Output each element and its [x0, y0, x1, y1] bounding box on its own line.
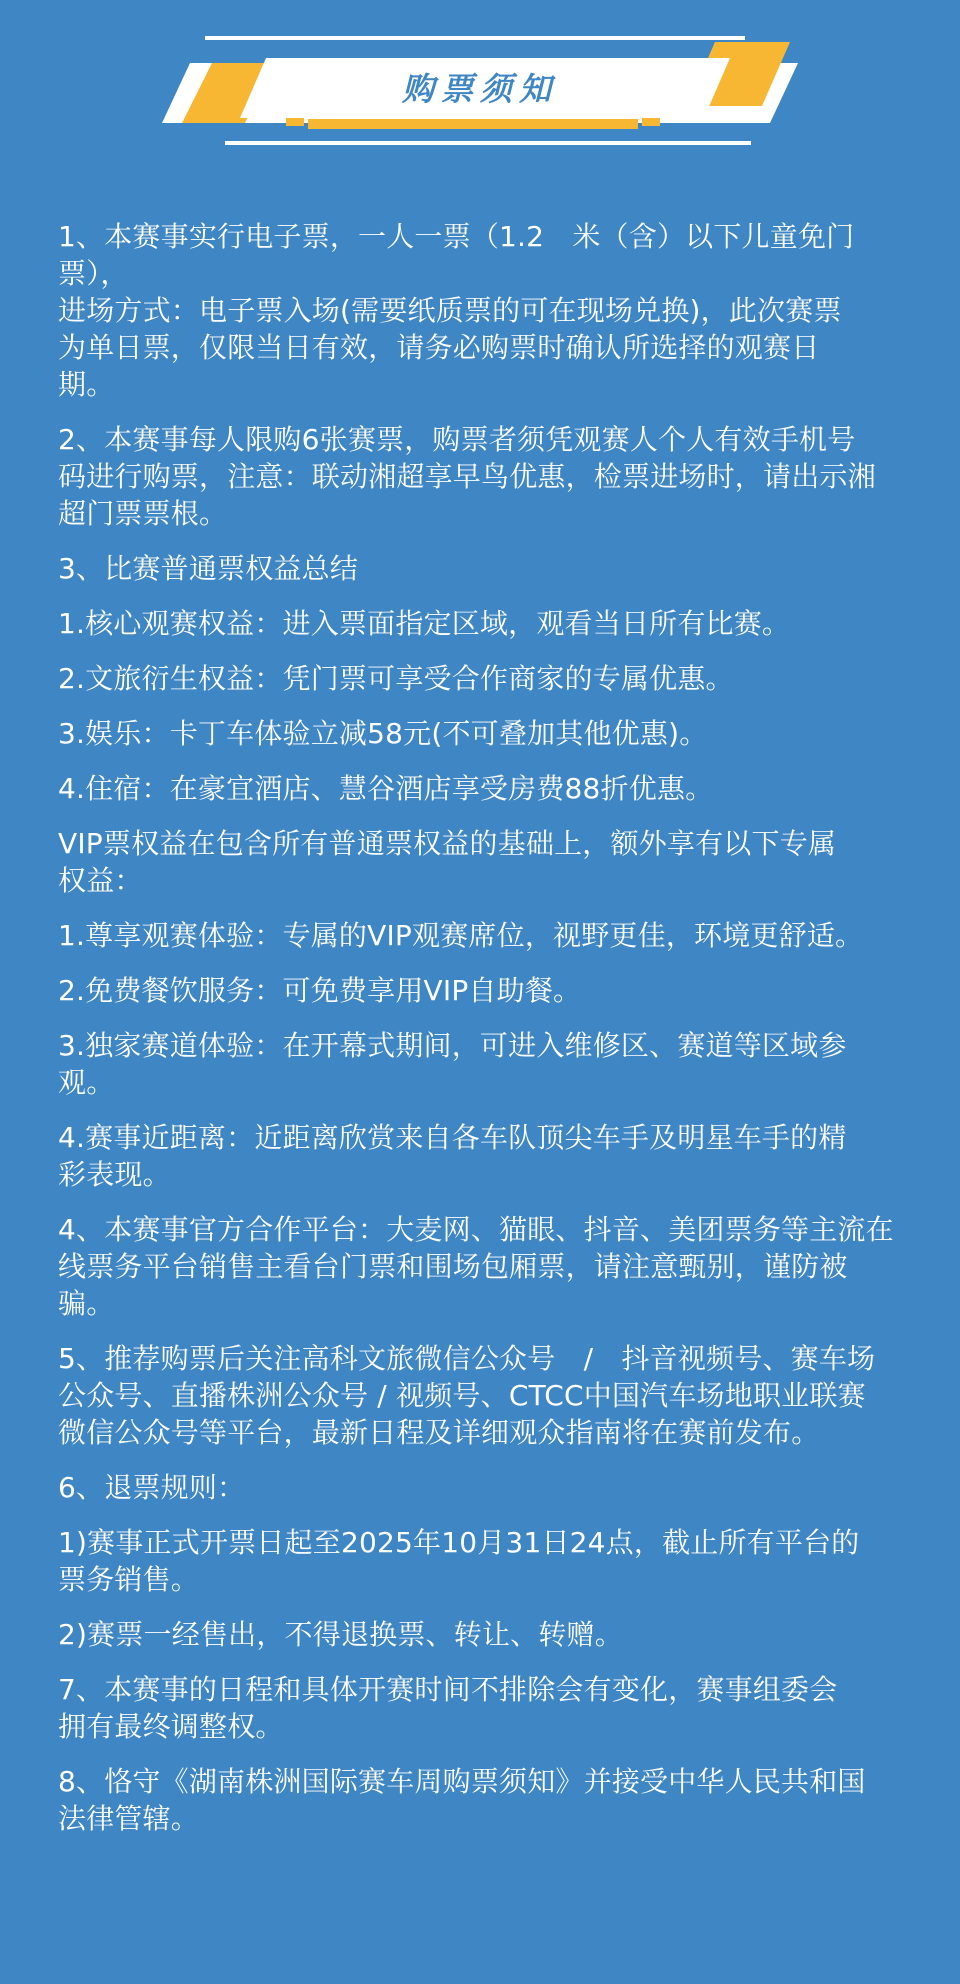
paragraph: VIP票权益在包含所有普通票权益的基础上，额外享有以下专属 权益：	[58, 827, 837, 897]
banner-top-line	[205, 36, 745, 40]
paragraph: 1.核心观赛权益：进入票面指定区域，观看当日所有比赛。	[58, 607, 791, 640]
paragraph: 2.文旅衍生权益：凭门票可享受合作商家的专属优惠。	[58, 662, 734, 695]
paragraph: 7、本赛事的日程和具体开赛时间不排除会有变化，赛事组委会 拥有最终调整权。	[58, 1673, 838, 1743]
paragraph: 3.娱乐：卡丁车体验立减58元(不可叠加其他优惠)。	[58, 717, 708, 750]
paragraph: 3.独家赛道体验：在开幕式期间，可进入维修区、赛道等区域参 观。	[58, 1029, 847, 1099]
paragraph: 4.赛事近距离：近距离欣赏来自各车队顶尖车手及明星车手的精 彩表现。	[58, 1121, 847, 1191]
paragraph: 1.尊享观赛体验：专属的VIP观赛席位，视野更佳，环境更舒适。	[58, 919, 864, 952]
paragraph: 5、推荐购票后关注高科文旅微信公众号 / 抖音视频号、赛车场 公众号、直播株洲公众号 / 视频号、CTCC中国汽车场地职业联赛 微信公众号等平台，最新日程及详细观众指南将在赛前发布。	[58, 1342, 876, 1449]
paragraph: 1)赛事正式开票日起至2025年10月31日24点，截止所有平台的 票务销售。	[58, 1526, 860, 1596]
page-title: 购票须知	[401, 70, 558, 108]
paragraph: 4.住宿：在豪宜酒店、慧谷酒店享受房费88折优惠。	[58, 772, 714, 805]
banner-underline-left	[286, 118, 304, 126]
banner-underline-right	[642, 118, 660, 126]
paragraph: 6、退票规则：	[58, 1471, 246, 1504]
paragraph: 4、本赛事官方合作平台：大麦网、猫眼、抖音、美团票务等主流在 线票务平台销售主看台门票和围场包厢票，请注意甄别，谨防被 骗。	[58, 1213, 894, 1320]
paragraph: 3、比赛普通票权益总结	[58, 552, 359, 585]
paragraph: 2.免费餐饮服务：可免费享用VIP自助餐。	[58, 974, 582, 1007]
paragraph: 1、本赛事实行电子票，一人一票（1.2 米（含）以下儿童免门票）， 进场方式：电子票入场(需要纸质票的可在现场兑换)，此次赛票 为单日票，仅限当日有效，请务必购票时确认所选择的观赛日 期。	[58, 220, 855, 401]
paragraph: 2、本赛事每人限购6张赛票，购票者须凭观赛人个人有效手机号 码进行购票，注意：联动湘超享早鸟优惠，检票进场时，请出示湘 超门票票根。	[58, 423, 876, 530]
paragraph: 8、恪守《湖南株洲国际赛车周购票须知》并接受中华人民共和国 法律管辖。	[58, 1765, 866, 1835]
banner-bottom-line	[225, 141, 751, 145]
banner-underline	[308, 119, 638, 129]
header-banner	[0, 0, 960, 160]
notice-content	[58, 218, 914, 1855]
paragraph: 2)赛票一经售出，不得退换票、转让、转赠。	[58, 1618, 623, 1651]
